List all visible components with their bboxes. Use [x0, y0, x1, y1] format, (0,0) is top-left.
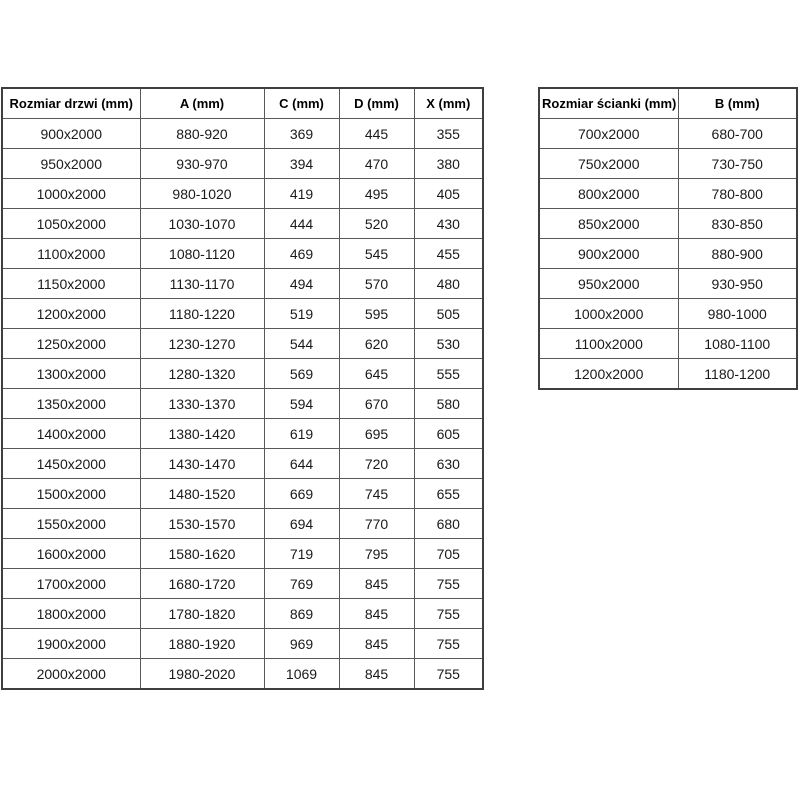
table-cell: 445 — [339, 119, 414, 149]
table-cell: 1069 — [264, 659, 339, 690]
table-cell: 369 — [264, 119, 339, 149]
table-row — [2, 269, 483, 299]
table-row — [2, 479, 483, 509]
table-cell: 869 — [264, 599, 339, 629]
table-cell: 1530-1570 — [140, 509, 264, 539]
table-row — [2, 419, 483, 449]
table-cell: 845 — [339, 599, 414, 629]
table-cell: 980-1020 — [140, 179, 264, 209]
table-row — [2, 119, 483, 149]
table-cell: 519 — [264, 299, 339, 329]
table-cell: 605 — [414, 419, 483, 449]
table-row — [2, 569, 483, 599]
table-cell: 1400x2000 — [2, 419, 140, 449]
table-cell: 1350x2000 — [2, 389, 140, 419]
table-cell: 1680-1720 — [140, 569, 264, 599]
table-cell: 900x2000 — [2, 119, 140, 149]
table-cell: 655 — [414, 479, 483, 509]
column-header: D (mm) — [339, 88, 414, 119]
table-cell: 880-920 — [140, 119, 264, 149]
table-header-row — [2, 88, 483, 119]
table-cell: 505 — [414, 299, 483, 329]
table-cell: 1030-1070 — [140, 209, 264, 239]
table-cell: 1180-1220 — [140, 299, 264, 329]
column-header: Rozmiar drzwi (mm) — [2, 88, 140, 119]
table-cell: 719 — [264, 539, 339, 569]
table-cell: 594 — [264, 389, 339, 419]
column-header: X (mm) — [414, 88, 483, 119]
table-cell: 795 — [339, 539, 414, 569]
table-cell: 969 — [264, 629, 339, 659]
column-header: C (mm) — [264, 88, 339, 119]
table-cell: 1250x2000 — [2, 329, 140, 359]
table-cell: 755 — [414, 629, 483, 659]
table-cell: 419 — [264, 179, 339, 209]
table-cell: 1130-1170 — [140, 269, 264, 299]
table-cell: 619 — [264, 419, 339, 449]
table-cell: 800x2000 — [539, 179, 678, 209]
column-header: A (mm) — [140, 88, 264, 119]
table-row — [2, 659, 483, 690]
table-cell: 670 — [339, 389, 414, 419]
table-cell: 1100x2000 — [2, 239, 140, 269]
table-cell: 1200x2000 — [2, 299, 140, 329]
table-cell: 405 — [414, 179, 483, 209]
table-row — [2, 299, 483, 329]
table-cell: 830-850 — [678, 209, 797, 239]
table-cell: 644 — [264, 449, 339, 479]
table-cell: 480 — [414, 269, 483, 299]
table-row — [2, 599, 483, 629]
table-cell: 755 — [414, 599, 483, 629]
table-cell: 780-800 — [678, 179, 797, 209]
table-cell: 680 — [414, 509, 483, 539]
table-cell: 455 — [414, 239, 483, 269]
table-cell: 1980-2020 — [140, 659, 264, 690]
table-row — [539, 359, 797, 390]
table-cell: 845 — [339, 569, 414, 599]
table-header-row — [539, 88, 797, 119]
table-cell: 1430-1470 — [140, 449, 264, 479]
table-cell: 394 — [264, 149, 339, 179]
table-row — [539, 119, 797, 149]
table-cell: 620 — [339, 329, 414, 359]
table-cell: 569 — [264, 359, 339, 389]
table-cell: 544 — [264, 329, 339, 359]
table-row — [2, 179, 483, 209]
table-row — [2, 329, 483, 359]
table-cell: 495 — [339, 179, 414, 209]
table-cell: 494 — [264, 269, 339, 299]
table-row — [2, 239, 483, 269]
table-row — [539, 149, 797, 179]
table-cell: 1700x2000 — [2, 569, 140, 599]
table-cell: 630 — [414, 449, 483, 479]
table-cell: 950x2000 — [2, 149, 140, 179]
table-cell: 850x2000 — [539, 209, 678, 239]
table-cell: 570 — [339, 269, 414, 299]
table-cell: 930-970 — [140, 149, 264, 179]
column-header: B (mm) — [678, 88, 797, 119]
table-cell: 1300x2000 — [2, 359, 140, 389]
table-cell: 545 — [339, 239, 414, 269]
table-cell: 755 — [414, 659, 483, 690]
table-cell: 1330-1370 — [140, 389, 264, 419]
table-cell: 705 — [414, 539, 483, 569]
table-cell: 845 — [339, 659, 414, 690]
column-header: Rozmiar ścianki (mm) — [539, 88, 678, 119]
table-row — [2, 539, 483, 569]
table-cell: 444 — [264, 209, 339, 239]
table-cell: 1180-1200 — [678, 359, 797, 390]
table-cell: 700x2000 — [539, 119, 678, 149]
door-sizes-table — [1, 87, 484, 690]
table-cell: 469 — [264, 239, 339, 269]
table-cell: 930-950 — [678, 269, 797, 299]
table-cell: 1150x2000 — [2, 269, 140, 299]
table-cell: 1230-1270 — [140, 329, 264, 359]
table-cell: 555 — [414, 359, 483, 389]
table-cell: 470 — [339, 149, 414, 179]
table-cell: 1900x2000 — [2, 629, 140, 659]
table-row — [2, 629, 483, 659]
table-cell: 745 — [339, 479, 414, 509]
table-cell: 1500x2000 — [2, 479, 140, 509]
table-cell: 980-1000 — [678, 299, 797, 329]
table-cell: 694 — [264, 509, 339, 539]
table-cell: 1450x2000 — [2, 449, 140, 479]
table-cell: 1100x2000 — [539, 329, 678, 359]
table-row — [2, 359, 483, 389]
table-cell: 755 — [414, 569, 483, 599]
table-cell: 1880-1920 — [140, 629, 264, 659]
table-cell: 769 — [264, 569, 339, 599]
table-cell: 1000x2000 — [539, 299, 678, 329]
table-cell: 1600x2000 — [2, 539, 140, 569]
table-cell: 1200x2000 — [539, 359, 678, 390]
table-row — [539, 269, 797, 299]
table-cell: 520 — [339, 209, 414, 239]
table-cell: 770 — [339, 509, 414, 539]
table-cell: 750x2000 — [539, 149, 678, 179]
table-cell: 580 — [414, 389, 483, 419]
table-cell: 1550x2000 — [2, 509, 140, 539]
table-cell: 1800x2000 — [2, 599, 140, 629]
table-cell: 1380-1420 — [140, 419, 264, 449]
table-row — [2, 389, 483, 419]
table-row — [539, 299, 797, 329]
table-row — [2, 449, 483, 479]
table-cell: 900x2000 — [539, 239, 678, 269]
table-cell: 680-700 — [678, 119, 797, 149]
table-cell: 950x2000 — [539, 269, 678, 299]
table-row — [539, 239, 797, 269]
table-cell: 2000x2000 — [2, 659, 140, 690]
table-cell: 730-750 — [678, 149, 797, 179]
table-row — [2, 509, 483, 539]
table-row — [539, 329, 797, 359]
table-row — [539, 209, 797, 239]
table-row — [2, 149, 483, 179]
table-cell: 880-900 — [678, 239, 797, 269]
table-cell: 1580-1620 — [140, 539, 264, 569]
table-cell: 530 — [414, 329, 483, 359]
table-row — [539, 179, 797, 209]
table-cell: 1080-1100 — [678, 329, 797, 359]
table-cell: 1780-1820 — [140, 599, 264, 629]
wall-sizes-table — [538, 87, 798, 390]
table-cell: 1280-1320 — [140, 359, 264, 389]
table-cell: 1000x2000 — [2, 179, 140, 209]
table-cell: 845 — [339, 629, 414, 659]
table-cell: 645 — [339, 359, 414, 389]
table-cell: 1050x2000 — [2, 209, 140, 239]
table-cell: 380 — [414, 149, 483, 179]
table-cell: 430 — [414, 209, 483, 239]
table-cell: 1080-1120 — [140, 239, 264, 269]
table-cell: 1480-1520 — [140, 479, 264, 509]
table-cell: 669 — [264, 479, 339, 509]
table-cell: 595 — [339, 299, 414, 329]
table-cell: 720 — [339, 449, 414, 479]
table-cell: 695 — [339, 419, 414, 449]
table-row — [2, 209, 483, 239]
table-cell: 355 — [414, 119, 483, 149]
